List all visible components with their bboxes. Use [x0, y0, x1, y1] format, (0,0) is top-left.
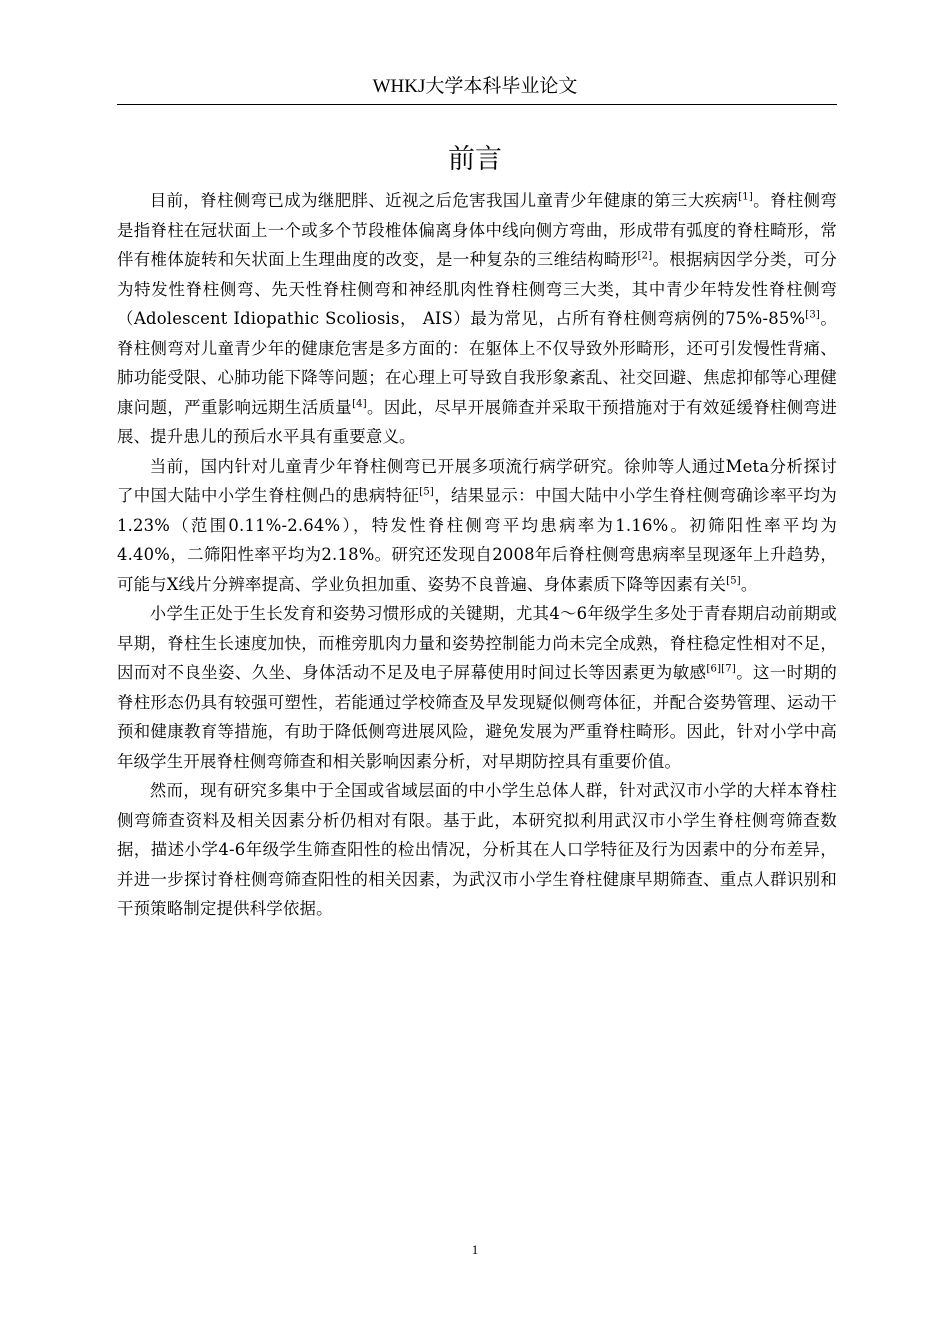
citation-superscript: [1]	[738, 191, 753, 203]
text-run: 当前，国内针对儿童青少年脊柱侧弯已开展多项流行病学研究。徐帅等人通过Meta分析探讨了中国大陆中小学生脊柱侧凸的患病特征	[117, 456, 837, 505]
running-header: WHKJ大学本科毕业论文	[372, 76, 578, 97]
section-title: 前言	[448, 144, 502, 175]
text-run: 。	[740, 574, 758, 594]
text-run: 。因此，尽早开展筛查并采取干预措施对于有效延缓脊柱侧弯进展、提升患儿的预后水平具有重要意义。	[117, 397, 837, 446]
text-run: 小学生正处于生长发育和姿势习惯形成的关键期，尤其4～6年级学生多处于青春期启动前期或早期，脊柱生长速度加快，而椎旁肌肉力量和姿势控制能力尚未完全成熟，脊柱稳定性相对不足，因而对不良坐姿、久坐、身体活动不足及电子屏幕使用时间过长等因素更为敏感	[117, 604, 837, 682]
citation-superscript: [3]	[805, 309, 820, 321]
text-run: 。脊柱侧弯对儿童青少年的健康危害是多方面的：在躯体上不仅导致外形畸形，还可引发慢性背痛、肺功能受限、心肺功能下降等问题；在心理上可导致自我形象紊乱、社交回避、焦虑抑郁等心理健康问题，严重影响远期生活质量	[117, 309, 838, 417]
citation-superscript: [6][7]	[706, 663, 736, 675]
citation-superscript: [5]	[419, 486, 434, 498]
paragraph-3	[117, 599, 837, 776]
page-number: 1	[471, 1242, 479, 1257]
text-run: ，结果显示：中国大陆中小学生脊柱侧弯确诊率平均为1.23%（范围0.11%-2.64%），特发性脊柱侧弯平均患病率为1.16%。初筛阳性率平均为4.40%，二筛阳性率平均为2.18%。研究还发现自2008年后脊柱侧弯患病率呈现逐年上升趋势，可能与X线片分辨率提高、学业负担加重、姿势不良普遍、身体素质下降等因素有关	[117, 486, 837, 594]
header-rule	[117, 104, 837, 105]
paragraph-4	[117, 776, 837, 924]
citation-superscript: [2]	[637, 250, 653, 262]
text-run: 。脊柱侧弯是指脊柱在冠状面上一个或多个节段椎体偏离身体中线向侧方弯曲，形成带有弧度的脊柱畸形，常伴有椎体旋转和矢状面上生理曲度的改变，是一种复杂的三维结构畸形	[117, 191, 838, 269]
body-text	[117, 186, 837, 924]
paragraph-1	[117, 186, 837, 452]
paragraph-2	[117, 452, 837, 600]
text-run: 。根据病因学分类，可分为特发性脊柱侧弯、先天性脊柱侧弯和神经肌肉性脊柱侧弯三大类，其中青少年特发性脊柱侧弯（Adolescent Idiopathic Scoliosis， AIS）最为常见，占所有脊柱侧弯病例的75%-85%	[117, 250, 837, 328]
text-run: 。这一时期的脊柱形态仍具有较强可塑性，若能通过学校筛查及早发现疑似侧弯体征，并配合姿势管理、运动干预和健康教育等措施，有助于降低侧弯进展风险，避免发展为严重脊柱畸形。因此，针对小学中高年级学生开展脊柱侧弯筛查和相关影响因素分析，对早期防控具有重要价值。	[117, 663, 837, 771]
text-run: 目前，脊柱侧弯已成为继肥胖、近视之后危害我国儿童青少年健康的第三大疾病	[149, 191, 739, 210]
citation-superscript: [4]	[352, 398, 367, 410]
text-run: 然而，现有研究多集中于全国或省域层面的中小学生总体人群，针对武汉市小学的大样本脊柱侧弯筛查资料及相关因素分析仍相对有限。基于此，本研究拟利用武汉市小学生脊柱侧弯筛查数据，描述小学4-6年级学生筛查阳性的检出情况，分析其在人口学特征及行为因素中的分布差异，并进一步探讨脊柱侧弯筛查阳性的相关因素，为武汉市小学生脊柱健康早期筛查、重点人群识别和干预策略制定提供科学依据。	[117, 781, 837, 918]
citation-superscript: [5]	[726, 575, 741, 587]
